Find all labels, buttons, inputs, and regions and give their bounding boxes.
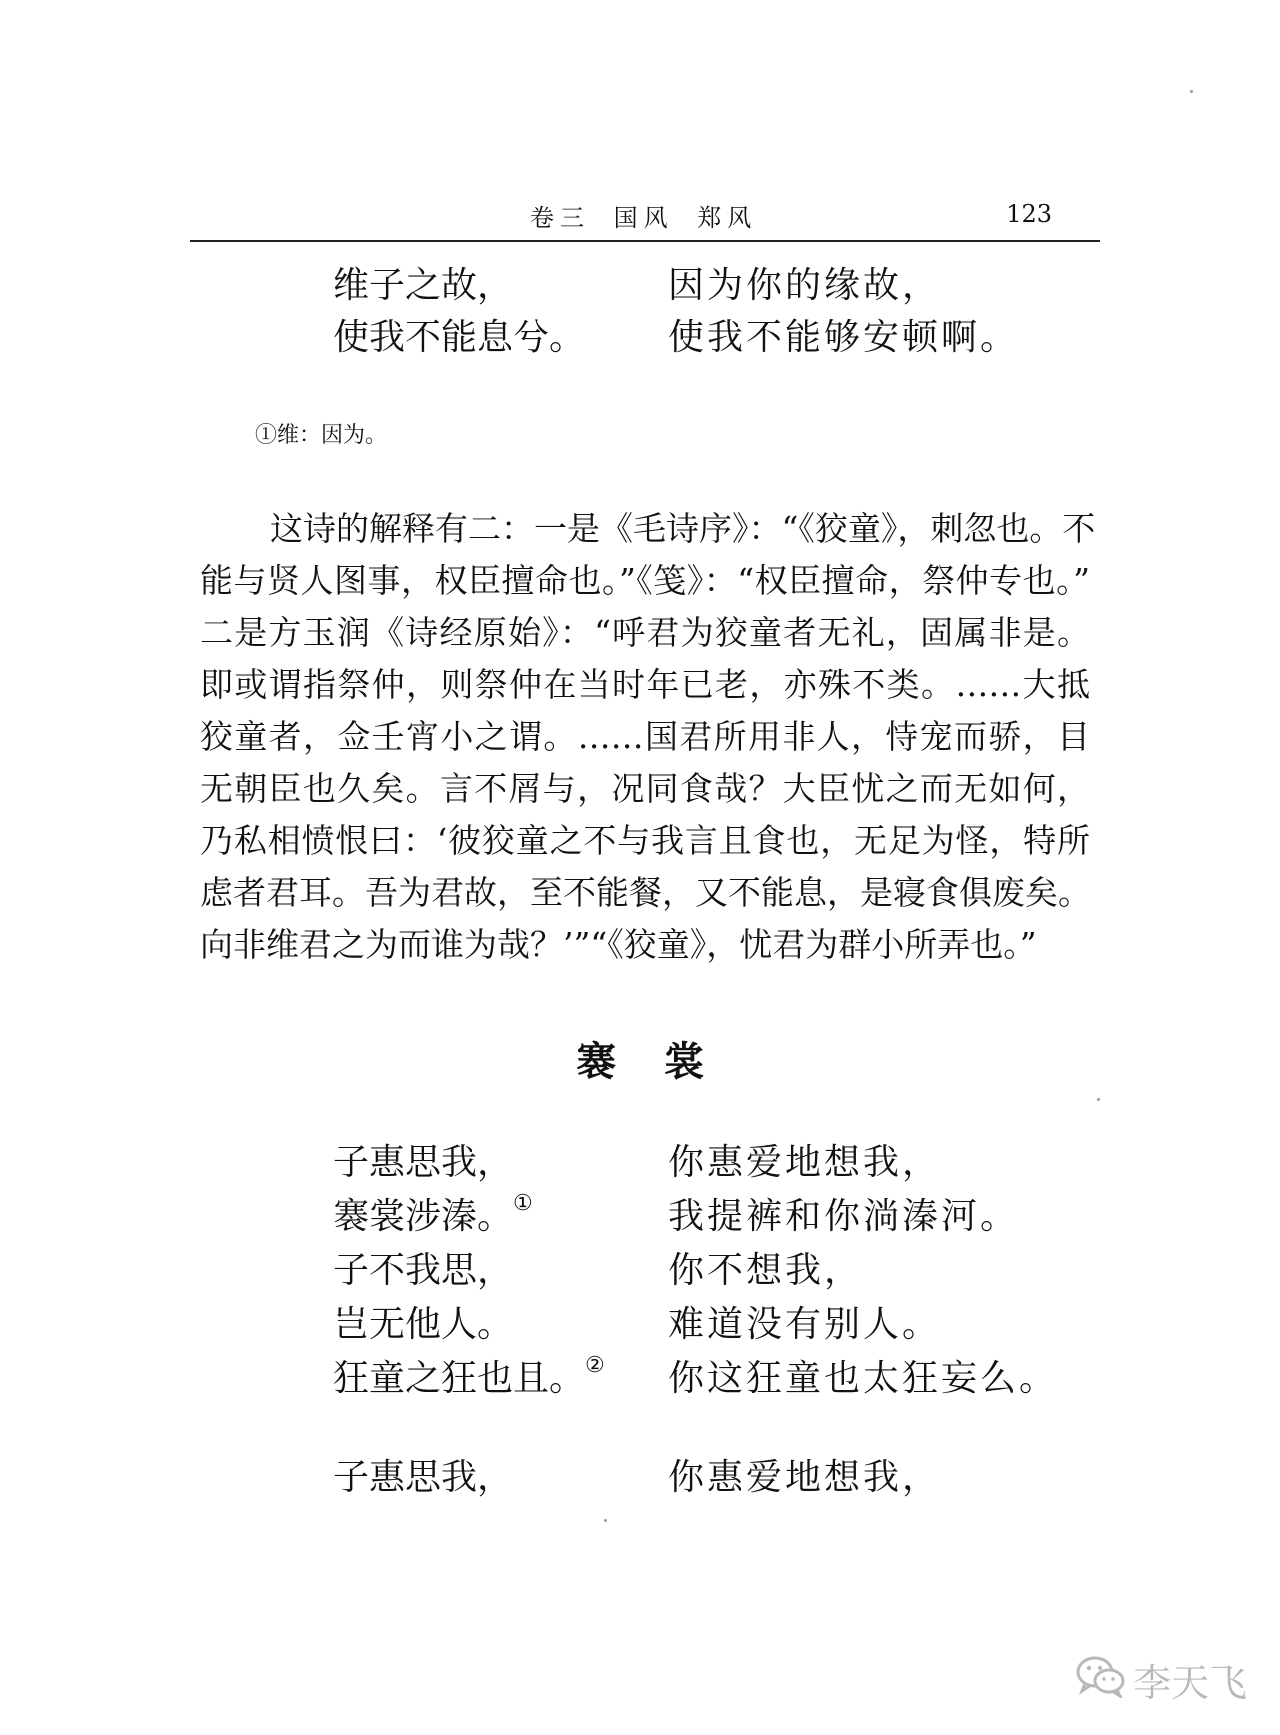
commentary-line: 二是方玉润《诗经原始》：“呼君为狡童者无礼，固属非是。: [200, 613, 1090, 652]
header-rule: [190, 240, 1100, 242]
commentary-line: 虑者君耳。吾为君故，至不能餐，又不能息，是寝食俱废矣。: [200, 873, 1091, 912]
verse-line: [333, 258, 1033, 314]
verse-translation: 你惠爱地想我，: [668, 1457, 942, 1498]
verse-original: 使我不能息兮。: [333, 317, 586, 358]
verse-translation: 难道没有别人。: [668, 1304, 942, 1345]
commentary-line: 狡童者，佥壬宵小之谓。……国君所用非人，恃宠而骄，目: [200, 717, 1090, 756]
verse-translation: 你惠爱地想我，: [668, 1142, 942, 1183]
wechat-icon: [1075, 1654, 1127, 1698]
verse-translation: 我提裤和你淌溱河。: [668, 1196, 1020, 1237]
commentary-line: 这诗的解释有二：一是《毛诗序》：“《狡童》，刺忽也。不: [270, 509, 1096, 548]
verse-original: 子惠思我，: [333, 1457, 514, 1498]
commentary-line: 乃私相愤恨曰：‘彼狡童之不与我言且食也，无足为怪，特所: [200, 821, 1090, 860]
verse-line: [333, 310, 1033, 366]
commentary-paragraph: [200, 503, 1096, 971]
scan-speck: [1097, 1098, 1100, 1101]
verse-original: 维子之故，: [333, 265, 514, 306]
verse-original: 狂童之狂也且。②: [333, 1353, 605, 1399]
section-title: 褰裳: [576, 1038, 752, 1085]
note-mark: ①: [513, 1191, 533, 1216]
scan-speck: [1190, 90, 1193, 93]
commentary-line: 向非维君之为而谁为哉？’”“《狡童》，忧君为群小所弄也。”: [200, 925, 1037, 964]
verse-translation: 你这狂童也太狂妄么。: [668, 1358, 1059, 1399]
verse-original: 岂无他人。: [333, 1304, 514, 1345]
verse-original: 子不我思，: [333, 1250, 514, 1291]
verse-translation: 使我不能够安顿啊。: [668, 317, 1020, 358]
verse-translation: 因为你的缘故，: [668, 265, 942, 306]
verse-line: [333, 1189, 1033, 1245]
verse-line: [333, 1243, 1033, 1299]
note-mark: ②: [585, 1353, 605, 1378]
verse-line: [333, 1351, 1059, 1407]
running-header: [190, 198, 1100, 232]
watermark: [1075, 1646, 1248, 1706]
header-title: 卷三 国风 郑风: [530, 204, 758, 232]
verse-line: [333, 1135, 1033, 1191]
scan-speck: [604, 1519, 607, 1522]
verse-line: [333, 1297, 1033, 1353]
commentary-line: 无朝臣也久矣。言不屑与，况同食哉？大臣忧之而无如何，: [200, 769, 1090, 808]
verse-original: 褰裳涉溱。①: [333, 1191, 533, 1237]
commentary-line: 能与贤人图事，权臣擅命也。”《笺》：“权臣擅命，祭仲专也。”: [200, 561, 1090, 600]
verse-original: 子惠思我，: [333, 1142, 514, 1183]
footnote: ①维：因为。: [255, 423, 388, 448]
verse-translation: 你不想我，: [668, 1250, 864, 1291]
watermark-text: 李天飞: [1133, 1661, 1248, 1705]
verse-line: [333, 1450, 1033, 1506]
commentary-line: 即或谓指祭仲，则祭仲在当时年已老，亦殊不类。……大抵: [200, 665, 1090, 704]
page-number: 123: [1006, 200, 1052, 228]
